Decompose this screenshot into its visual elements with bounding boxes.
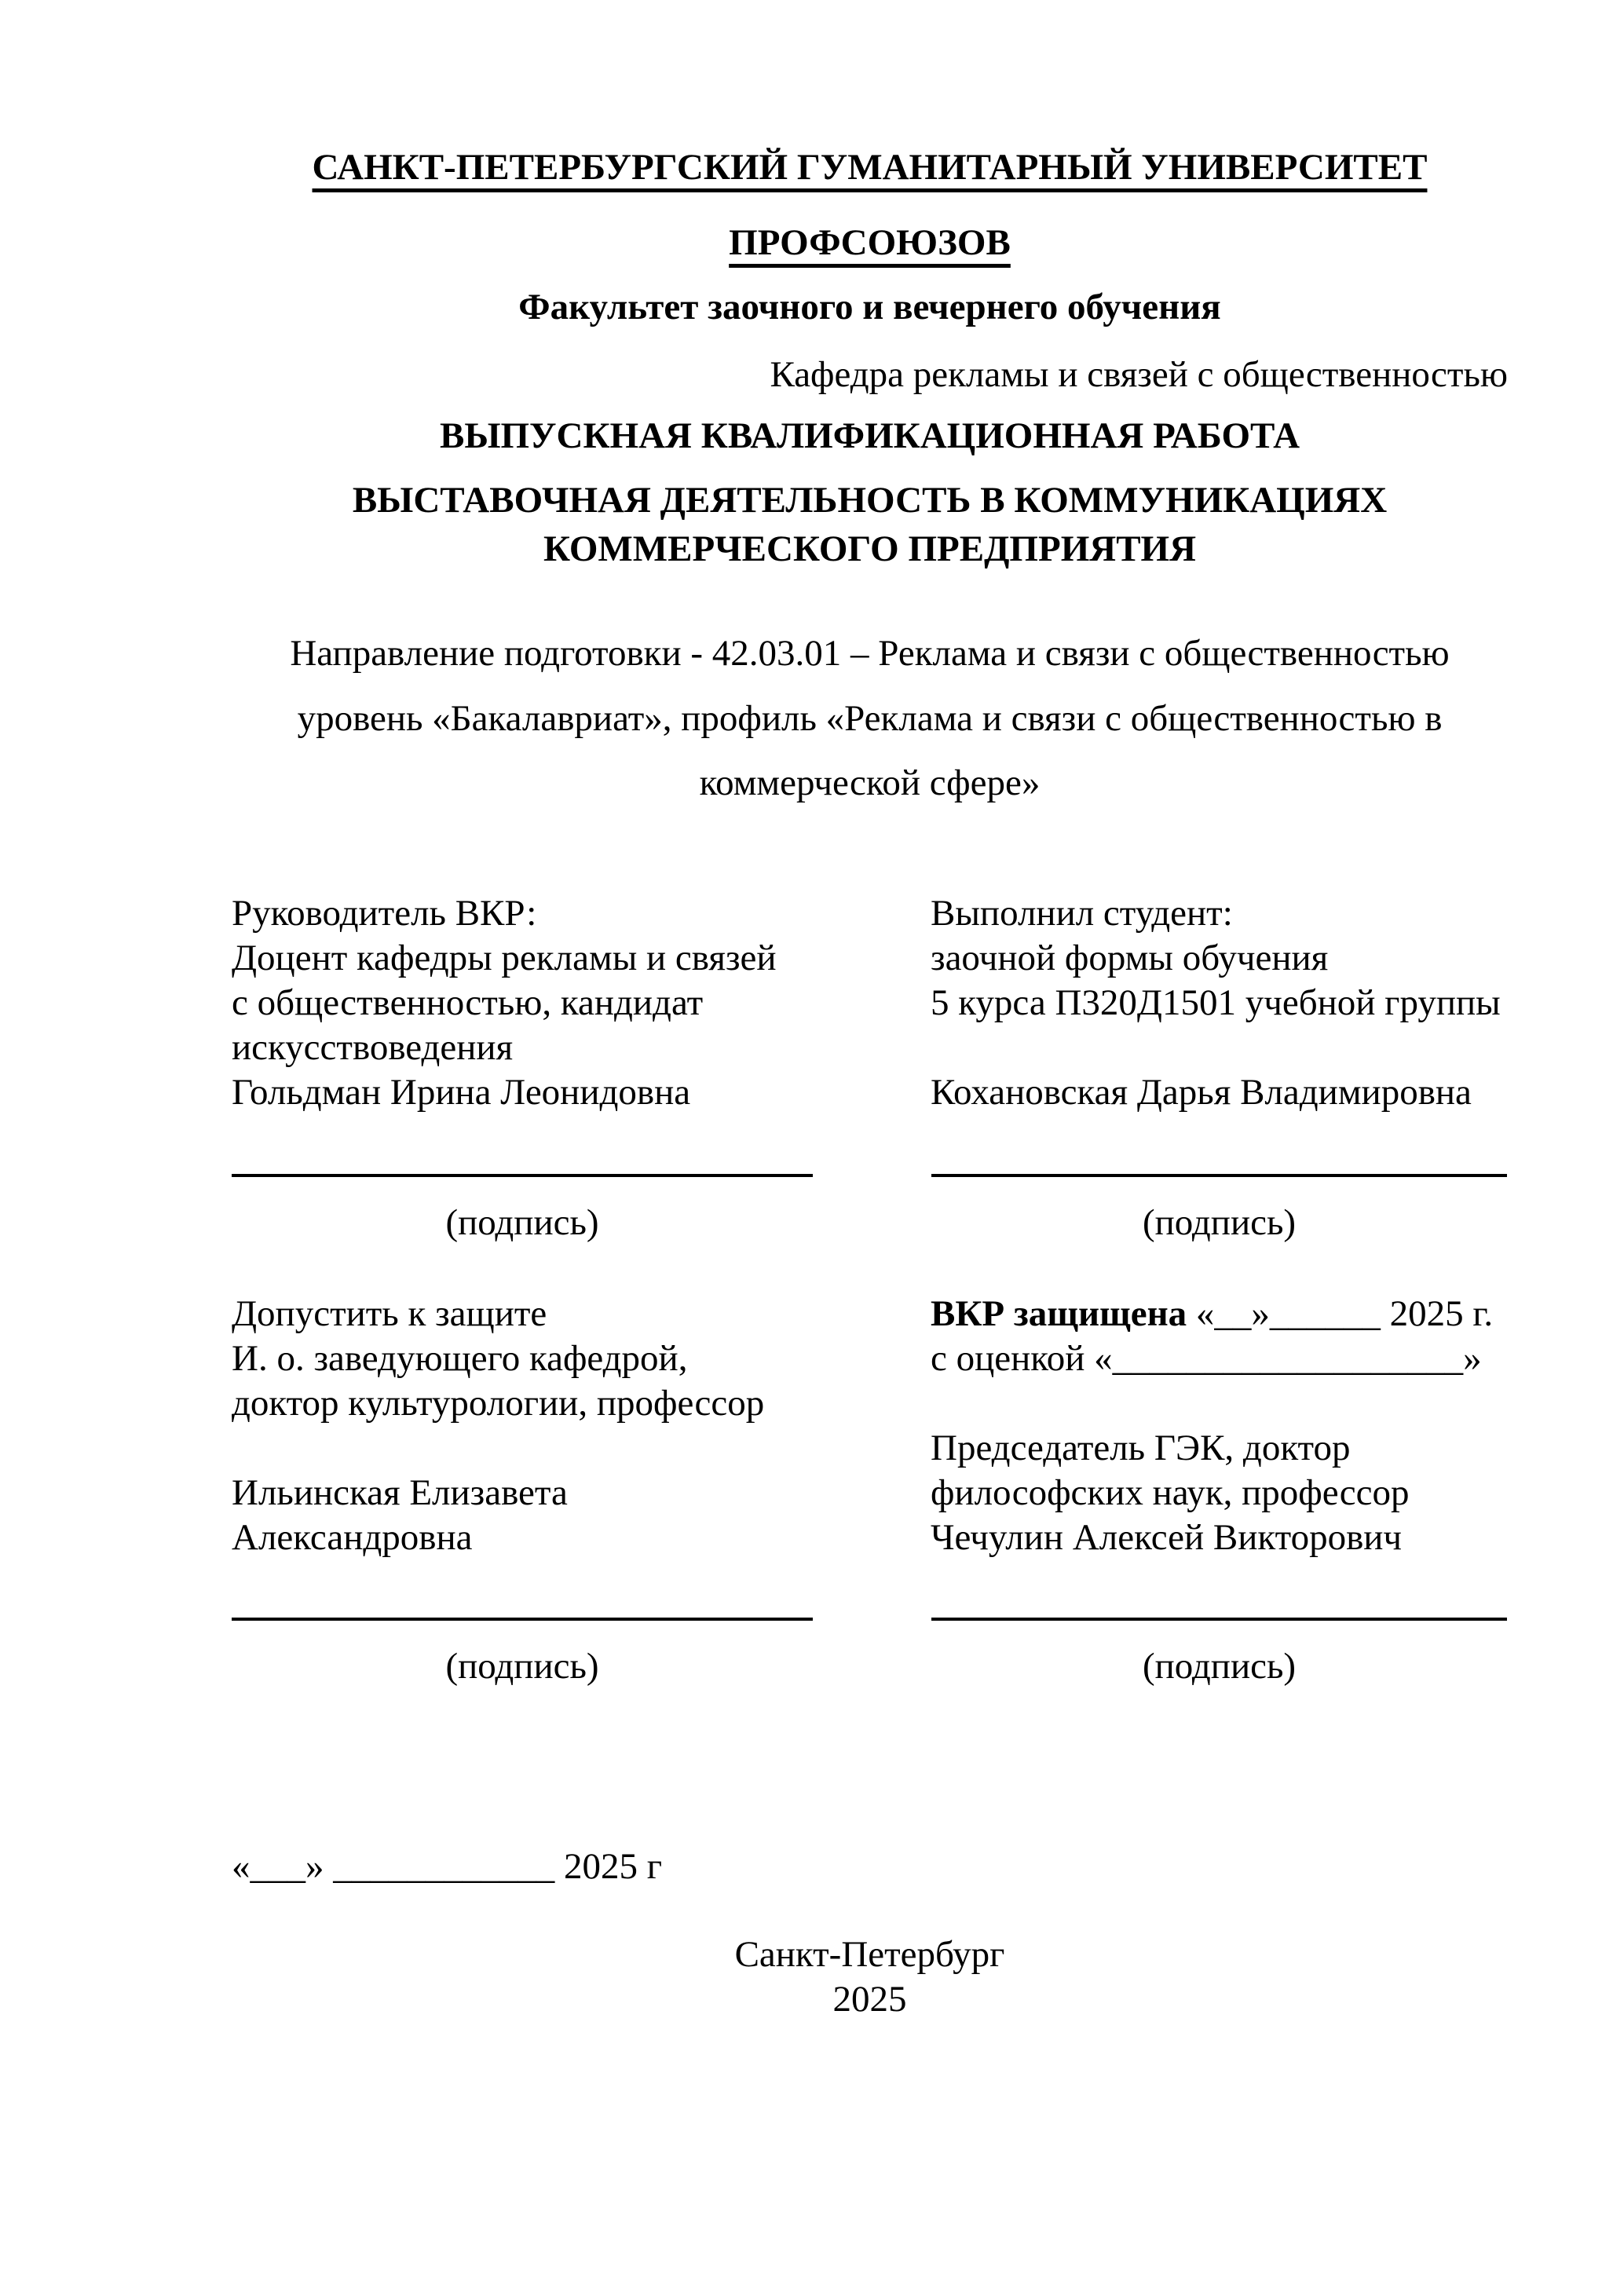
supervisor-signature-line (232, 1174, 813, 1177)
supervisor-name: Гольдман Ирина Леонидовна (232, 1072, 691, 1113)
faculty-line: Факультет заочного и вечернего обучения (518, 287, 1221, 327)
defense-grade-line: с оценкой «___________________» (931, 1338, 1482, 1379)
defense-defended-label: ВКР защищена (931, 1293, 1187, 1334)
defense-signature-line (931, 1618, 1507, 1621)
work-type-heading: ВЫПУСКНАЯ КВАЛИФИКАЦИОННАЯ РАБОТА (439, 415, 1300, 456)
defense-signature-caption: (подпись) (1142, 1646, 1297, 1687)
supervisor-position-line3: искусствоведения (232, 1027, 514, 1068)
supervisor-signature-caption: (подпись) (445, 1202, 599, 1243)
defense-defended-rest: «__»______ 2025 г. (1187, 1293, 1494, 1334)
student-name: Кохановская Дарья Владимировна (931, 1072, 1472, 1113)
admission-signature-line (232, 1618, 813, 1621)
admission-line2: И. о. заведующего кафедрой, (232, 1338, 688, 1379)
level-line1: уровень «Бакалавриат», профиль «Реклама и связи с общественностью в (297, 698, 1443, 739)
student-signature-line (931, 1174, 1507, 1177)
university-name-line1: САНКТ-ПЕТЕРБУРГСКИЙ ГУМАНИТАРНЫЙ УНИВЕРСИТЕТ (312, 147, 1428, 188)
defense-blank-line (931, 1381, 1512, 1426)
admission-signature-caption: (подпись) (445, 1646, 599, 1687)
defense-block (931, 1292, 1512, 1560)
supervisor-position-line2: с общественностью, кандидат (232, 982, 704, 1023)
supervisor-label: Руководитель ВКР: (232, 893, 537, 934)
supervisor-block (232, 891, 828, 1115)
admission-blank-line (232, 1426, 828, 1471)
department-line: Кафедра рекламы и связей с общественностью (770, 354, 1508, 395)
admission-name-line1: Ильинская Елизавета (232, 1472, 568, 1513)
admission-line1: Допустить к защите (232, 1293, 547, 1334)
admission-name-line2: Александровна (232, 1517, 473, 1558)
student-info-line2: 5 курса П320Д1501 учебной группы (931, 982, 1501, 1023)
defense-defended-line (931, 1292, 1512, 1336)
student-blank-line (931, 1026, 1512, 1070)
admission-line3: доктор культурологии, профессор (232, 1383, 765, 1424)
thesis-title-line2: КОММЕРЧЕСКОГО ПРЕДПРИЯТИЯ (543, 528, 1197, 569)
defense-chair-name: Чечулин Алексей Викторович (931, 1517, 1403, 1558)
footer-year: 2025 (832, 1979, 907, 2020)
footer-city: Санкт-Петербург (734, 1934, 1005, 1975)
thesis-title-line1: ВЫСТАВОЧНАЯ ДЕЯТЕЛЬНОСТЬ В КОММУНИКАЦИЯХ (352, 480, 1388, 521)
student-block (931, 891, 1512, 1115)
direction-line: Направление подготовки - 42.03.01 – Реклама и связи с общественностью (290, 633, 1450, 674)
defense-chair-line1: Председатель ГЭК, доктор (931, 1428, 1351, 1468)
student-signature-caption: (подпись) (1142, 1202, 1297, 1243)
admission-block (232, 1292, 828, 1560)
student-info-line1: заочной формы обучения (931, 938, 1329, 978)
footer-date-line: «___» ____________ 2025 г (232, 1846, 663, 1887)
student-label: Выполнил студент: (931, 893, 1233, 934)
supervisor-position-line1: Доцент кафедры рекламы и связей (232, 938, 777, 978)
level-line2: коммерческой сфере» (699, 762, 1041, 803)
university-name-line2: ПРОФСОЮЗОВ (729, 222, 1011, 263)
defense-chair-line2: философских наук, профессор (931, 1472, 1410, 1513)
